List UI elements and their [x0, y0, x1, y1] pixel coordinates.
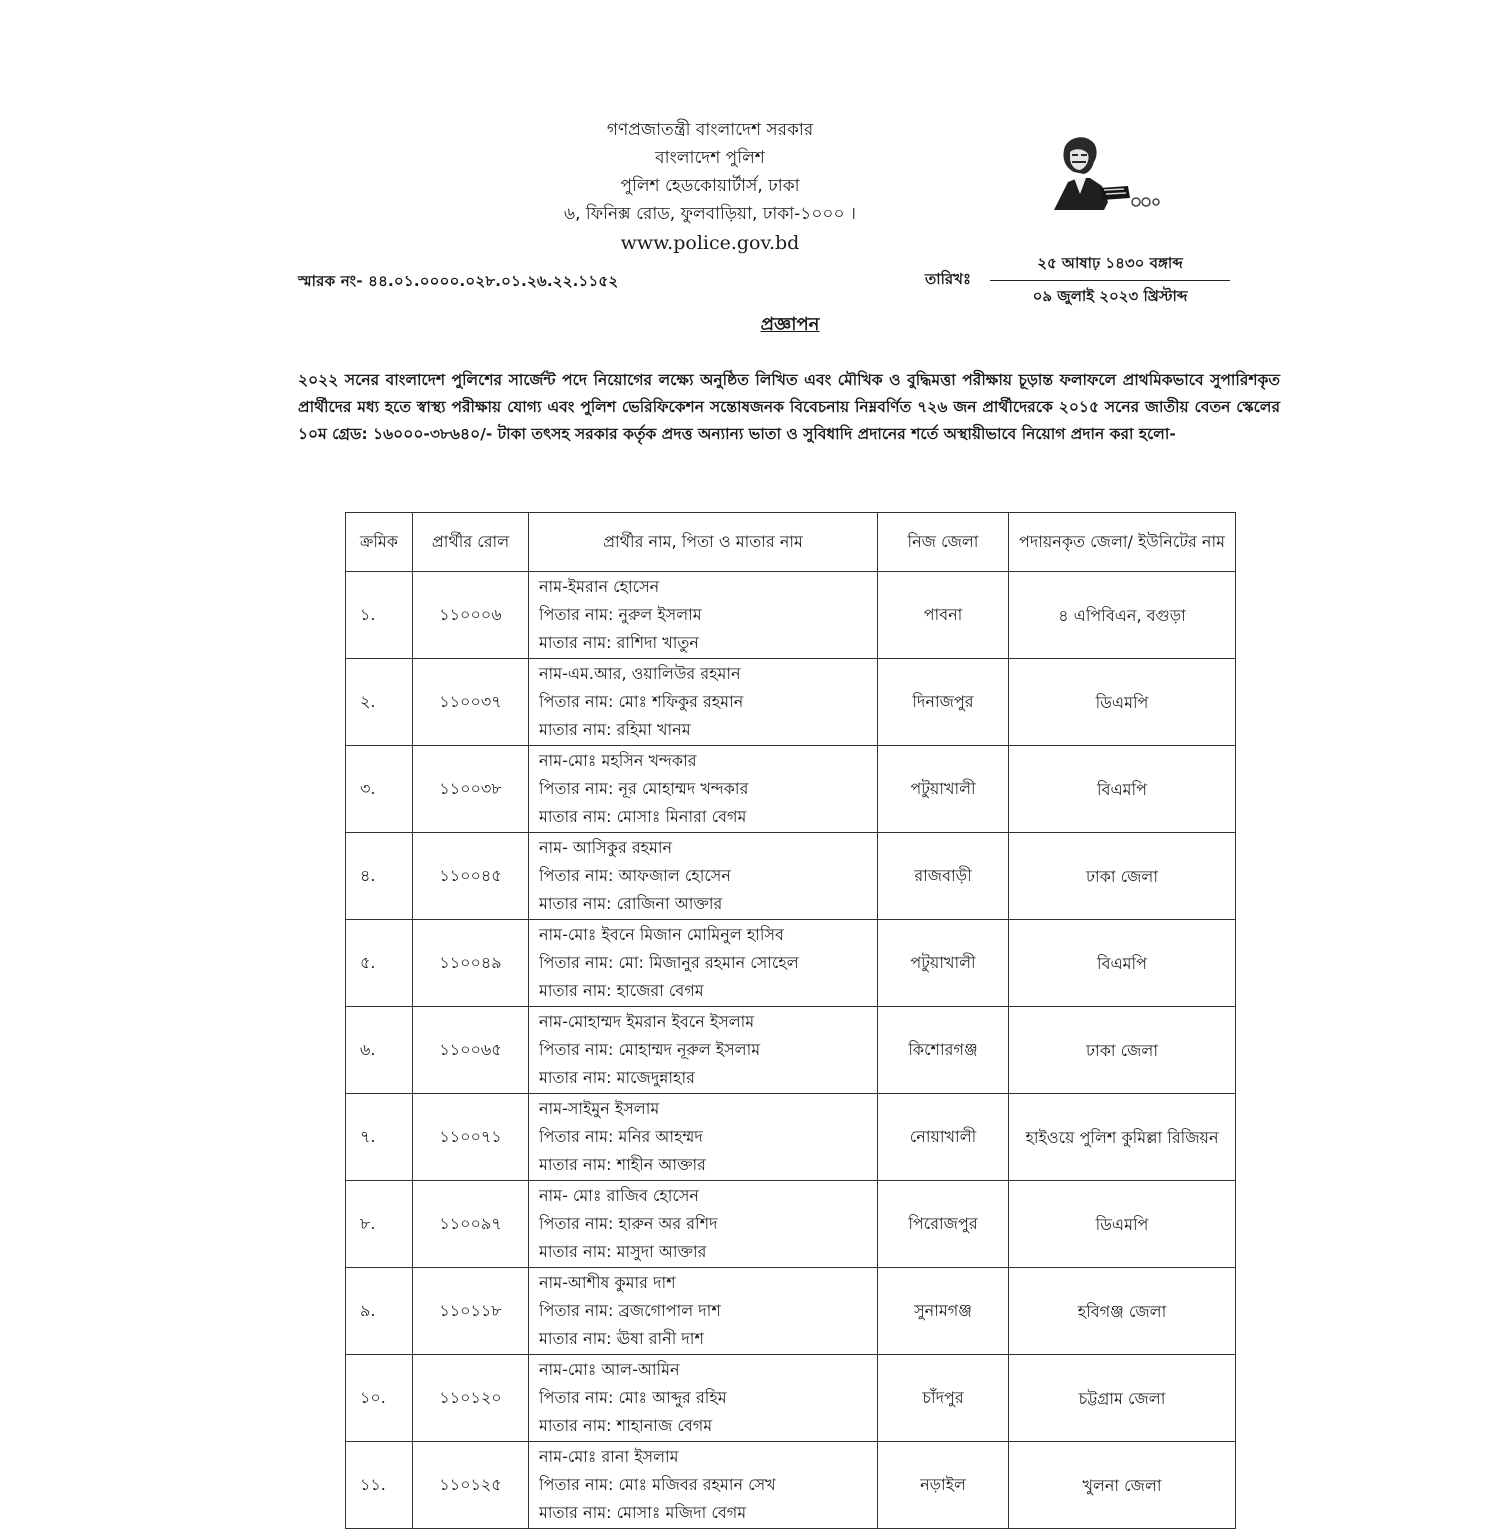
- mother-name: মাতার নাম: রহিমা খানম: [539, 720, 691, 739]
- father-name: পিতার নাম: নুরুল ইসলাম: [539, 605, 702, 624]
- cell-posting: ঢাকা জেলা: [1009, 1007, 1236, 1094]
- candidate-name: নাম-আশীষ কুমার দাশ: [539, 1273, 676, 1292]
- mother-name: মাতার নাম: রোজিনা আক্তার: [539, 894, 723, 913]
- cell-roll: ১১০০৭১: [413, 1094, 529, 1181]
- cell-names: [529, 1268, 878, 1355]
- cell-names: [529, 746, 878, 833]
- cell-names: [529, 1094, 878, 1181]
- father-name: পিতার নাম: মো: মিজানুর রহমান সোহেল: [539, 953, 799, 972]
- table-row: [346, 1268, 1236, 1355]
- cell-names: [529, 1007, 878, 1094]
- cell-serial: ৬.: [346, 1007, 413, 1094]
- father-name: পিতার নাম: আফজাল হোসেন: [539, 866, 731, 885]
- date-label: তারিখঃ: [925, 270, 971, 288]
- father-name: পিতার নাম: নূর মোহাম্মদ খন্দকার: [539, 779, 749, 798]
- cell-roll: ১১০০৩৮: [413, 746, 529, 833]
- header-names: প্রার্থীর নাম, পিতা ও মাতার নাম: [529, 513, 878, 572]
- cell-posting: ডিএমপি: [1009, 659, 1236, 746]
- cell-home-district: কিশোরগঞ্জ: [878, 1007, 1009, 1094]
- table-row: [346, 833, 1236, 920]
- mother-name: মাতার নাম: মোসাঃ মজিদা বেগম: [539, 1503, 747, 1522]
- cell-home-district: পটুয়াখালী: [878, 746, 1009, 833]
- header-home-district: নিজ জেলা: [878, 513, 1009, 572]
- cell-names: [529, 1442, 878, 1529]
- mother-name: মাতার নাম: মোসাঃ মিনারা বেগম: [539, 807, 747, 826]
- date-gregorian: ০৯ জুলাই ২০২৩ খ্রিস্টাব্দ: [1032, 287, 1188, 305]
- cell-serial: ১১.: [346, 1442, 413, 1529]
- website-link[interactable]: www.police.gov.bd: [620, 232, 800, 254]
- cell-home-district: সুনামগঞ্জ: [878, 1268, 1009, 1355]
- header-roll: প্রার্থীর রোল: [413, 513, 529, 572]
- notice-title: প্রজ্ঞাপন: [760, 314, 820, 335]
- father-name: পিতার নাম: মোঃ শফিকুর রহমান: [539, 692, 744, 711]
- cell-posting: ডিএমপি: [1009, 1181, 1236, 1268]
- candidate-name: নাম-ইমরান হোসেন: [539, 577, 660, 596]
- table-header-row: [346, 513, 1236, 572]
- header-serial: ক্রমিক: [346, 513, 413, 572]
- cell-names: [529, 920, 878, 1007]
- cell-serial: ৩.: [346, 746, 413, 833]
- cell-posting: বিএমপি: [1009, 746, 1236, 833]
- letterhead-line-government: গণপ্রজাতন্ত্রী বাংলাদেশ সরকার: [606, 120, 814, 140]
- cell-home-district: নড়াইল: [878, 1442, 1009, 1529]
- cell-serial: ২.: [346, 659, 413, 746]
- mother-name: মাতার নাম: শাহানাজ বেগম: [539, 1416, 713, 1435]
- table-row: [346, 1094, 1236, 1181]
- date-block: [990, 252, 1230, 310]
- cell-posting: বিএমপি: [1009, 920, 1236, 1007]
- cell-posting: হবিগঞ্জ জেলা: [1009, 1268, 1236, 1355]
- notice-body: ২০২২ সনের বাংলাদেশ পুলিশের সার্জেন্ট পদে নিয়োগের লক্ষ্যে অনুষ্ঠিত লিখিত এবং মৌখিক ও বুদ্ধিমত্তা পরীক্ষায় চূড়ান্ত ফলাফলে প্রাথমিকভাবে সুপারিশকৃত প্রার্থীদের মধ্য হতে স্বাস্থ্য পরীক্ষায় যোগ্য এবং পুলিশ ভেরিফিকেশন সন্তোষজনক বিবেচনায় নিম্নবর্ণিত ৭২৬ জন প্রার্থীদেরকে ২০১৫ সনের জাতীয় বেতন স্কেলের ১০ম গ্রেড: ১৬০০০-৩৮৬৪০/- টাকা তৎসহ সরকার কর্তৃক প্রদত্ত অন্যান্য ভাতা ও সুবিধাদি প্রদানের শর্তে অস্থায়ীভাবে নিয়োগ প্রদান করা হলো-: [298, 371, 1280, 443]
- table-row: [346, 746, 1236, 833]
- cell-home-district: নোয়াখালী: [878, 1094, 1009, 1181]
- cell-serial: ৪.: [346, 833, 413, 920]
- cell-roll: ১১০০৬৫: [413, 1007, 529, 1094]
- cell-serial: ৯.: [346, 1268, 413, 1355]
- table-row: [346, 1007, 1236, 1094]
- father-name: পিতার নাম: মোঃ আব্দুর রহিম: [539, 1388, 727, 1407]
- letterhead: [440, 116, 980, 257]
- date-bangla: ২৫ আষাঢ় ১৪৩০ বঙ্গাব্দ: [990, 252, 1230, 281]
- header-posting: পদায়নকৃত জেলা/ ইউনিটের নাম: [1009, 513, 1236, 572]
- cell-names: [529, 572, 878, 659]
- cell-serial: ৭.: [346, 1094, 413, 1181]
- father-name: পিতার নাম: মোহাম্মদ নূরুল ইসলাম: [539, 1040, 761, 1059]
- father-name: পিতার নাম: হারুন অর রশিদ: [539, 1214, 718, 1233]
- father-name: পিতার নাম: মনির আহম্মদ: [539, 1127, 703, 1146]
- table-row: [346, 659, 1236, 746]
- mother-name: মাতার নাম: ঊষা রানী দাশ: [539, 1329, 704, 1348]
- cell-posting: ঢাকা জেলা: [1009, 833, 1236, 920]
- cell-roll: ১১০০৪৯: [413, 920, 529, 1007]
- candidate-name: নাম-মোঃ আল-আমিন: [539, 1360, 680, 1379]
- candidate-name: নাম-মোহাম্মদ ইমরান ইবনে ইসলাম: [539, 1012, 755, 1031]
- cell-names: [529, 833, 878, 920]
- cell-roll: ১১০০৪৫: [413, 833, 529, 920]
- father-name: পিতার নাম: মোঃ মজিবর রহমান সেখ: [539, 1475, 776, 1494]
- cell-home-district: পাবনা: [878, 572, 1009, 659]
- candidate-name: নাম-এম.আর, ওয়ালিউর রহমান: [539, 664, 741, 683]
- candidate-name: নাম- মোঃ রাজিব হোসেন: [539, 1186, 699, 1205]
- cell-names: [529, 1181, 878, 1268]
- appointment-table: [345, 512, 1236, 1529]
- father-name: পিতার নাম: ব্রজগোপাল দাশ: [539, 1301, 721, 1320]
- table-row: [346, 572, 1236, 659]
- cell-posting: ৪ এপিবিএন, বগুড়া: [1009, 572, 1236, 659]
- mother-name: মাতার নাম: শাহীন আক্তার: [539, 1155, 706, 1174]
- letterhead-line-address: ৬, ফিনিক্স রোড, ফুলবাড়িয়া, ঢাকা-১০০০ ।: [564, 204, 856, 224]
- letterhead-line-headquarters: পুলিশ হেডকোয়ার্টার্স, ঢাকা: [620, 176, 800, 196]
- cell-home-district: পিরোজপুর: [878, 1181, 1009, 1268]
- cell-posting: খুলনা জেলা: [1009, 1442, 1236, 1529]
- mujib-100-logo: [1044, 128, 1160, 218]
- cell-home-district: পটুয়াখালী: [878, 920, 1009, 1007]
- mother-name: মাতার নাম: রাশিদা খাতুন: [539, 633, 699, 652]
- cell-roll: ১১০১২০: [413, 1355, 529, 1442]
- cell-names: [529, 659, 878, 746]
- cell-posting: চট্টগ্রাম জেলা: [1009, 1355, 1236, 1442]
- table-row: [346, 1442, 1236, 1529]
- mother-name: মাতার নাম: মাসুদা আক্তার: [539, 1242, 707, 1261]
- cell-names: [529, 1355, 878, 1442]
- cell-roll: ১১০০৯৭: [413, 1181, 529, 1268]
- cell-posting: হাইওয়ে পুলিশ কুমিল্লা রিজিয়ন: [1009, 1094, 1236, 1181]
- candidate-name: নাম-মোঃ রানা ইসলাম: [539, 1447, 679, 1466]
- candidate-name: নাম- আসিকুর রহমান: [539, 838, 673, 857]
- mother-name: মাতার নাম: হাজেরা বেগম: [539, 981, 704, 1000]
- candidate-name: নাম-মোঃ মহসিন খন্দকার: [539, 751, 697, 770]
- mother-name: মাতার নাম: মাজেদুন্নাহার: [539, 1068, 695, 1087]
- table-body: [346, 572, 1236, 1529]
- table-row: [346, 1355, 1236, 1442]
- cell-serial: ১.: [346, 572, 413, 659]
- cell-home-district: রাজবাড়ী: [878, 833, 1009, 920]
- cell-roll: ১১০০০৬: [413, 572, 529, 659]
- memo-number: স্মারক নং- ৪৪.০১.০০০০.০২৮.০১.২৬.২২.১১৫২: [298, 272, 619, 290]
- table-row: [346, 1181, 1236, 1268]
- cell-home-district: দিনাজপুর: [878, 659, 1009, 746]
- cell-serial: ৫.: [346, 920, 413, 1007]
- cell-roll: ১১০১১৮: [413, 1268, 529, 1355]
- candidate-name: নাম-মোঃ ইবনে মিজান মোমিনুল হাসিব: [539, 925, 784, 944]
- cell-serial: ১০.: [346, 1355, 413, 1442]
- portrait-emblem-icon: [1044, 128, 1160, 218]
- cell-roll: ১১০০৩৭: [413, 659, 529, 746]
- cell-serial: ৮.: [346, 1181, 413, 1268]
- cell-roll: ১১০১২৫: [413, 1442, 529, 1529]
- letterhead-line-police: বাংলাদেশ পুলিশ: [655, 148, 765, 168]
- candidate-name: নাম-সাইমুন ইসলাম: [539, 1099, 660, 1118]
- appointment-table-container: [345, 512, 1235, 1522]
- table-row: [346, 920, 1236, 1007]
- cell-home-district: চাঁদপুর: [878, 1355, 1009, 1442]
